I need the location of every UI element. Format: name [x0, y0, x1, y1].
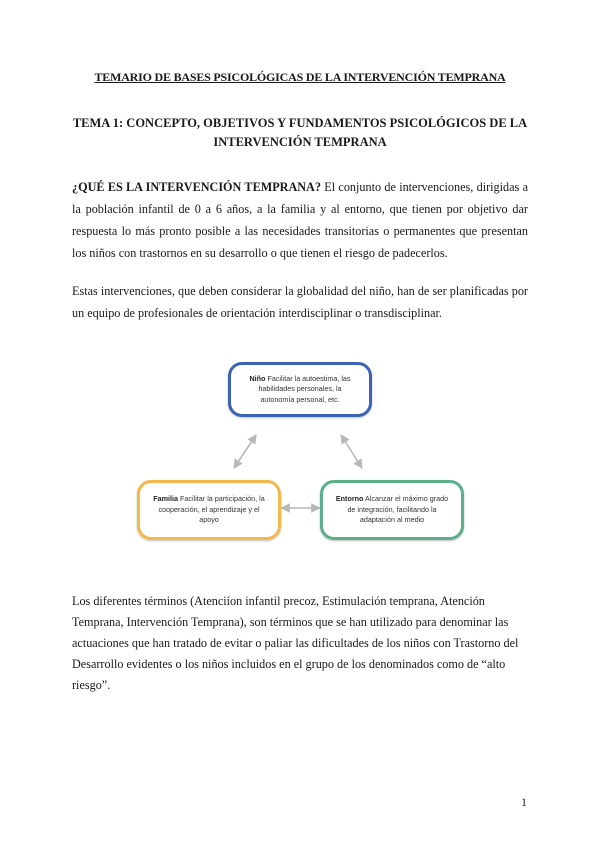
page-number: 1 — [521, 795, 527, 809]
topic-heading-line2: INTERVENCIÓN TEMPRANA — [213, 135, 387, 149]
arrow-child-environment — [343, 438, 360, 465]
topic-heading-line1: TEMA 1: CONCEPTO, OBJETIVOS Y FUNDAMENTOS PSICOLÓGICOS DE LA — [72, 116, 528, 130]
child-node — [228, 362, 372, 417]
environment-node-label: Entorno — [335, 494, 364, 504]
definition-text: El conjunto de intervenciones, dirigidas a la población infantil de 0 a 6 años, a la familia y al entorno, que tienen por objetivo dar respuesta lo más pronto posible a las necesidades transitorias o permanentes que presentan los niños con trastornos en su desarrollo o que tienen el riesgo de padecerlos. — [72, 180, 528, 260]
environment-node-text: Alcanzar el máximo grado de integración, facilitando la adaptación al medio — [347, 494, 449, 525]
environment-node — [320, 480, 464, 540]
document-title: TEMARIO DE BASES PSICOLÓGICAS DE LA INTERVENCIÓN TEMPRANA — [94, 70, 506, 84]
definition-question: ¿QUÉ ES LA INTERVENCIÓN TEMPRANA? — [72, 180, 321, 194]
family-node — [137, 480, 281, 540]
arrow-child-family — [236, 438, 254, 465]
family-node-label: Familia — [153, 494, 179, 504]
terminology-paragraph: Los diferentes términos (Atenciíon infantil precoz, Estimulación temprana, Atención Temprana, Intervención Temprana), son términos que se han utilizado para denominar las actuaciones que han tratado de evitar o paliar las dificultades de los niños con Trastorno del Desarrollo evidentes o los niños incluidos en el grupo de los denominados como de “alto riesgo”. — [72, 594, 519, 692]
interventions-paragraph: Estas intervenciones, que deben considerar la globalidad del niño, han de ser planificadas por un equipo de profesionales de orientación interdisciplinar o transdisciplinar. — [72, 284, 528, 320]
child-node-label: Niño — [249, 373, 266, 383]
child-node-text: Facilitar la autoestima, las habilidades personales, la autonomía personal, etc. — [258, 373, 351, 404]
family-node-text: Facilitar la participación, la cooperación, el aprendizaje y el apoyo — [158, 494, 265, 525]
